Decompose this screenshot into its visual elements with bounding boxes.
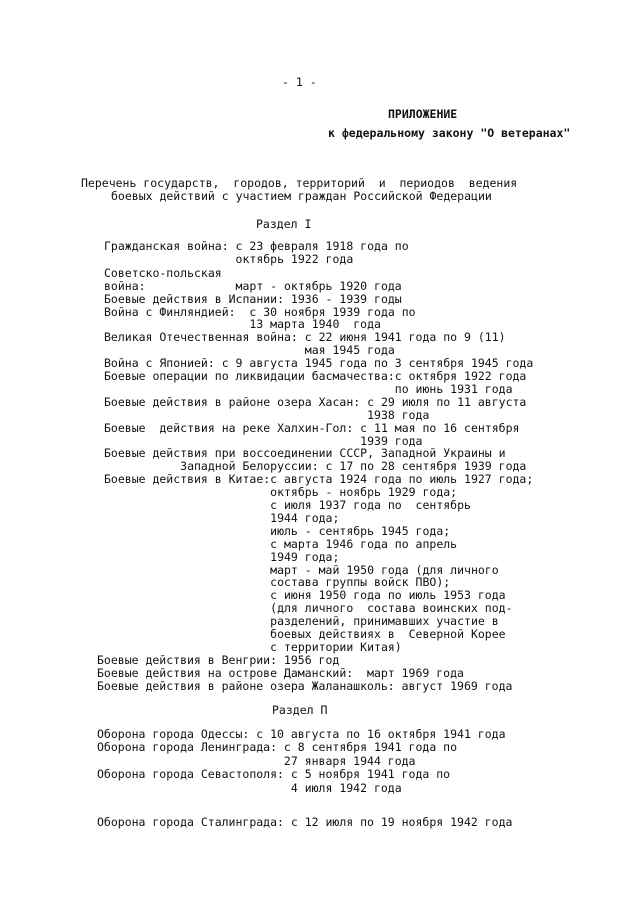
list-item: Война с Японией: с 9 августа 1945 года по 3 сентября 1945 года [104,356,534,371]
list-item: Боевые действия в Испании: 1936 - 1939 годы [104,291,402,306]
list-item: Боевые действия на острове Даманский: март 1969 года [97,665,464,680]
list-item: разделений, принимавших участие в [104,614,499,629]
appendix-title: ПРИЛОЖЕНИЕ [388,107,458,121]
list-item: 1949 года; [104,549,340,564]
list-item: Боевые операции по ликвидации басмачества:с октября 1922 года [104,369,527,383]
list-item: с территории Китая) [104,639,402,654]
list-item: Оборона города Сталинграда: с 12 июля по 19 ноября 1942 года [97,815,513,830]
list-item: Боевые действия в районе озера Хасан: с 29 июля по 11 августа [104,394,527,409]
section-1-title: Раздел I [256,217,312,231]
heading-line-2: боевых действий с участием граждан Российской Федерации [111,189,492,203]
list-item: Западной Белоруссии: с 17 по 28 сентября 1939 года [104,459,527,474]
list-item: 27 января 1944 года [97,753,416,768]
list-item: июль - сентябрь 1945 года; [104,523,451,538]
list-item: Война с Финляндией: с 30 ноября 1939 года по [104,304,416,319]
list-item: 1939 года [104,433,423,448]
appendix-subtitle: к федеральному закону "О ветеранах" [328,126,571,140]
list-item: Оборона города Одессы: с 10 августа по 16 октября 1941 года [97,727,506,741]
list-item: Великая Отечественная война: с 22 июня 1941 года по 9 (11) [104,330,506,345]
list-item: 13 марта 1940 года [104,317,381,332]
list-item: (для личного состава воинских под- [104,601,513,616]
list-item: Оборона города Ленинграда: с 8 сентября 1941 года по [97,740,458,755]
list-item: октябрь 1922 года [104,251,354,266]
list-item: с июня 1950 года по июль 1953 года [104,588,506,603]
list-item: 1944 года; [104,510,340,525]
list-item: Боевые действия в Китае:с августа 1924 года по июль 1927 года; [104,472,534,487]
list-item: Гражданская война: с 23 февраля 1918 года по [104,239,409,253]
list-item: 4 июля 1942 года [97,780,402,795]
list-item: Боевые действия в районе озера Жаланашколь: август 1969 года [97,678,513,693]
list-item: Боевые действия при воссоединении СССР, Западной Украины и [104,446,506,461]
heading-line-1: Перечень государств, городов, территорий и периодов ведения [81,176,518,190]
list-item: Боевые действия на реке Халхин-Гол: с 11 мая по 16 сентября [104,420,520,435]
list-item: состава группы войск ПВО); [104,575,451,590]
list-item: боевых действиях в Северной Корее [104,627,506,641]
list-item: Боевые действия в Венгрии: 1956 год [97,652,340,667]
list-item: с марта 1946 года по апрель [104,536,458,551]
list-item: с июля 1937 года по сентябрь [104,498,471,512]
page-number: - 1 - [282,75,317,89]
list-item: по июнь 1931 года [104,381,513,396]
section-2-title: Раздел П [272,703,328,717]
list-item: март - май 1950 года (для личного [104,562,499,577]
list-item: война: март - октябрь 1920 года [104,278,402,293]
list-item: мая 1945 года [104,343,395,358]
list-item: 1938 года [104,407,430,422]
list-item: Оборона города Севастополя: с 5 ноября 1941 года по [97,767,451,782]
list-item: октябрь - ноябрь 1929 года; [104,485,458,500]
list-item: Советско-польская [104,265,222,280]
